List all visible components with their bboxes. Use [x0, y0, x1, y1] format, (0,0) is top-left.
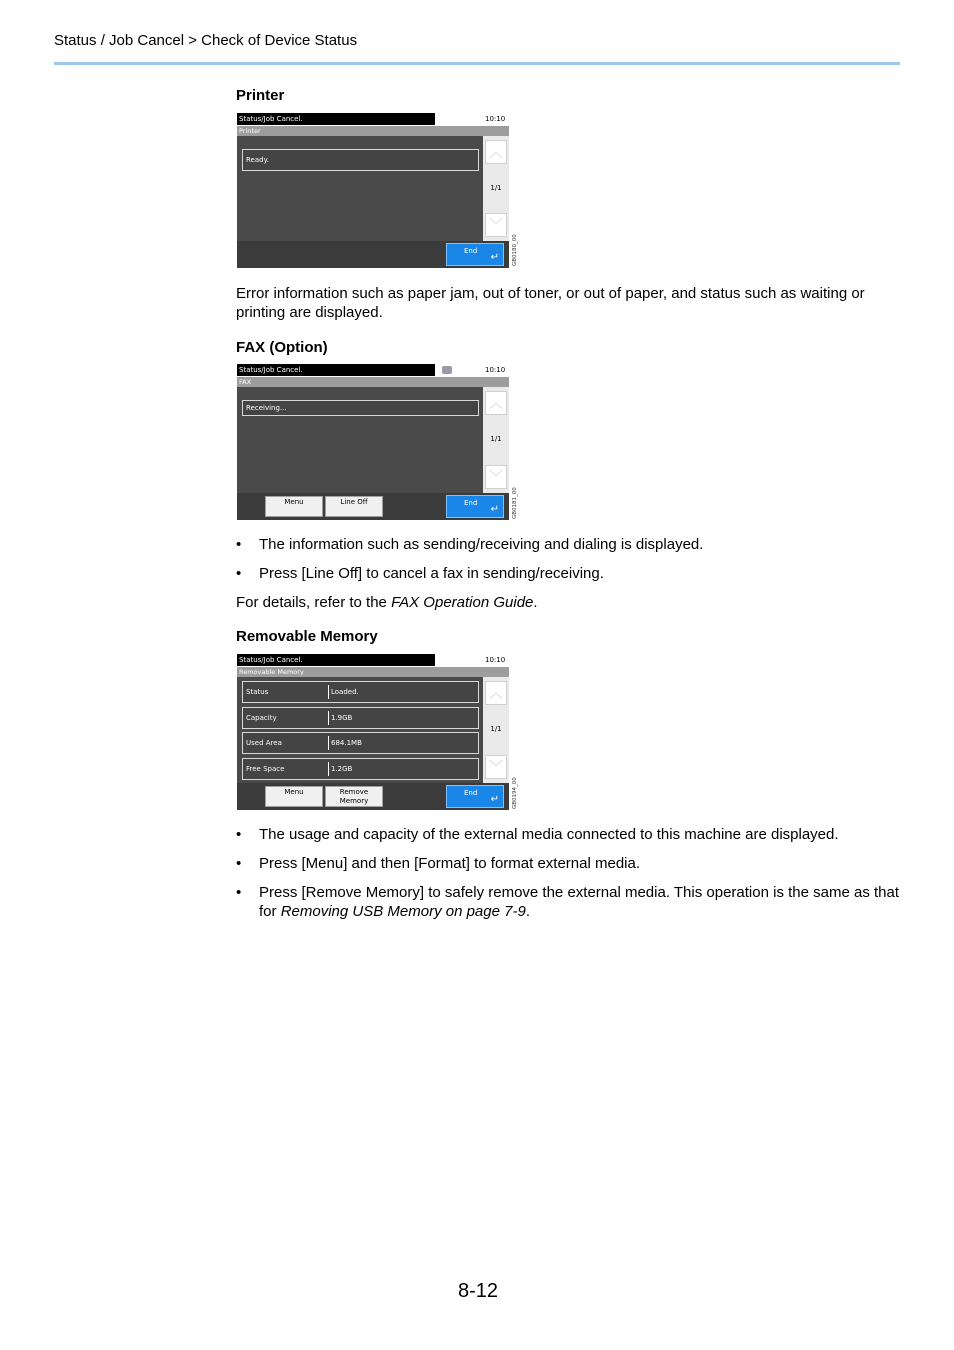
screen-subtitle: FAX	[237, 377, 509, 387]
end-label: End	[464, 789, 478, 797]
bullet-text-suffix: .	[525, 903, 530, 920]
screen-topbar	[237, 364, 509, 377]
screen-bottombar	[237, 493, 509, 520]
screen-topbar	[237, 654, 509, 667]
row-label: Used Area	[246, 739, 282, 747]
fax-screen	[237, 364, 518, 520]
bullet-text	[259, 883, 900, 921]
details-prefix: For details, refer to the	[236, 594, 392, 611]
bullet-text: The usage and capacity of the external media connected to this machine are displayed.	[259, 826, 839, 843]
status-tab[interactable]: Status/Job Cancel.	[237, 364, 435, 376]
scrollbar[interactable]	[483, 677, 509, 783]
page-indicator: 1/1	[490, 184, 502, 192]
scroll-down-icon[interactable]: ﹀	[485, 213, 507, 237]
row-divider	[328, 762, 329, 776]
end-button[interactable]	[446, 785, 504, 808]
menu-button[interactable]: Menu	[265, 496, 323, 517]
removable-memory-screen	[237, 654, 518, 810]
remove-label-line2: Memory	[339, 797, 369, 805]
enter-icon: ↵	[490, 252, 499, 263]
screen-subtitle: Printer	[237, 126, 509, 136]
page-number: 8-12	[458, 1280, 499, 1302]
printer-screen	[237, 113, 518, 268]
row-value: 684.1MB	[331, 739, 362, 747]
line-off-button[interactable]: Line Off	[325, 496, 383, 517]
page-indicator: 1/1	[490, 725, 502, 733]
row-divider	[328, 711, 329, 725]
clock: 10:10	[485, 656, 506, 664]
remove-label-line1: Remove	[339, 788, 369, 796]
enter-icon: ↵	[490, 504, 499, 515]
status-tab[interactable]: Status/Job Cancel.	[237, 654, 435, 666]
clock: 10:10	[485, 115, 506, 123]
row-divider	[328, 736, 329, 750]
screen-bottombar	[237, 241, 509, 268]
screen-body	[237, 136, 483, 241]
bullet-icon: •	[236, 826, 242, 843]
bullet-text: Press [Menu] and then [Format] to format external media.	[259, 855, 641, 872]
details-suffix: .	[533, 594, 538, 611]
status-tab[interactable]: Status/Job Cancel.	[237, 113, 435, 125]
end-label: End	[464, 499, 478, 507]
row-value: 1.9GB	[331, 714, 353, 722]
scrollbar[interactable]	[483, 387, 509, 493]
scroll-down-icon[interactable]: ﹀	[485, 465, 507, 489]
bullet-text: Press [Line Off] to cancel a fax in sending/receiving.	[259, 565, 604, 582]
screen-body	[237, 677, 483, 783]
status-field	[242, 149, 479, 171]
scroll-down-icon[interactable]: ﹀	[485, 755, 507, 779]
info-row-status	[242, 681, 479, 703]
fax-guide-reference: FAX Operation Guide	[391, 594, 534, 611]
section-title-printer: Printer	[236, 87, 285, 104]
screen-bottombar	[237, 783, 509, 810]
remove-memory-button[interactable]	[325, 786, 383, 807]
bullet-icon: •	[236, 855, 242, 872]
info-row-capacity	[242, 707, 479, 729]
status-field	[242, 400, 479, 416]
section-title-fax: FAX (Option)	[236, 339, 328, 356]
screen-subtitle: Removable Memory	[237, 667, 509, 677]
menu-button[interactable]: Menu	[265, 786, 323, 807]
bullet-icon: •	[236, 536, 242, 553]
fax-icon	[442, 366, 452, 374]
fax-details	[236, 593, 900, 612]
bullet-text-prefix: Press [Remove Memory] to safely remove the external media. This operation is the same as that for	[259, 884, 900, 920]
page-indicator: 1/1	[490, 435, 502, 443]
scrollbar[interactable]	[483, 136, 509, 241]
usb-memory-reference: Removing USB Memory on page 7-9	[280, 903, 526, 920]
info-row-used-area	[242, 732, 479, 754]
image-code: GB0194_00	[512, 777, 518, 809]
status-field-text: Receiving...	[246, 404, 287, 412]
screen-body	[237, 387, 483, 493]
section-title-removable-memory: Removable Memory	[236, 628, 378, 645]
header-divider	[54, 62, 900, 65]
bullet-icon: •	[236, 884, 242, 901]
bullet-icon: •	[236, 565, 242, 582]
bullet-text: The information such as sending/receiving and dialing is displayed.	[259, 536, 704, 553]
row-label: Status	[246, 688, 269, 696]
image-code: GB0180_00	[512, 234, 518, 266]
end-button[interactable]	[446, 243, 504, 266]
end-button[interactable]	[446, 495, 504, 518]
row-divider	[328, 685, 329, 699]
info-row-free-space	[242, 758, 479, 780]
printer-description: Error information such as paper jam, out of toner, or out of paper, and status such as waiting or printing are displayed.	[236, 285, 865, 321]
row-label: Free Space	[246, 765, 285, 773]
status-field-text: Ready.	[246, 156, 269, 164]
breadcrumb: Status / Job Cancel > Check of Device Status	[54, 32, 358, 49]
end-label: End	[464, 247, 478, 255]
image-code: GB0181_00	[512, 487, 518, 519]
row-value: 1.2GB	[331, 765, 353, 773]
enter-icon: ↵	[490, 794, 499, 805]
row-value: Loaded.	[331, 688, 359, 696]
screen-topbar	[237, 113, 509, 126]
clock: 10:10	[485, 366, 506, 374]
scroll-up-icon[interactable]: ︿	[485, 681, 507, 705]
scroll-up-icon[interactable]: ︿	[485, 391, 507, 415]
row-label: Capacity	[246, 714, 277, 722]
scroll-up-icon[interactable]: ︿	[485, 140, 507, 164]
